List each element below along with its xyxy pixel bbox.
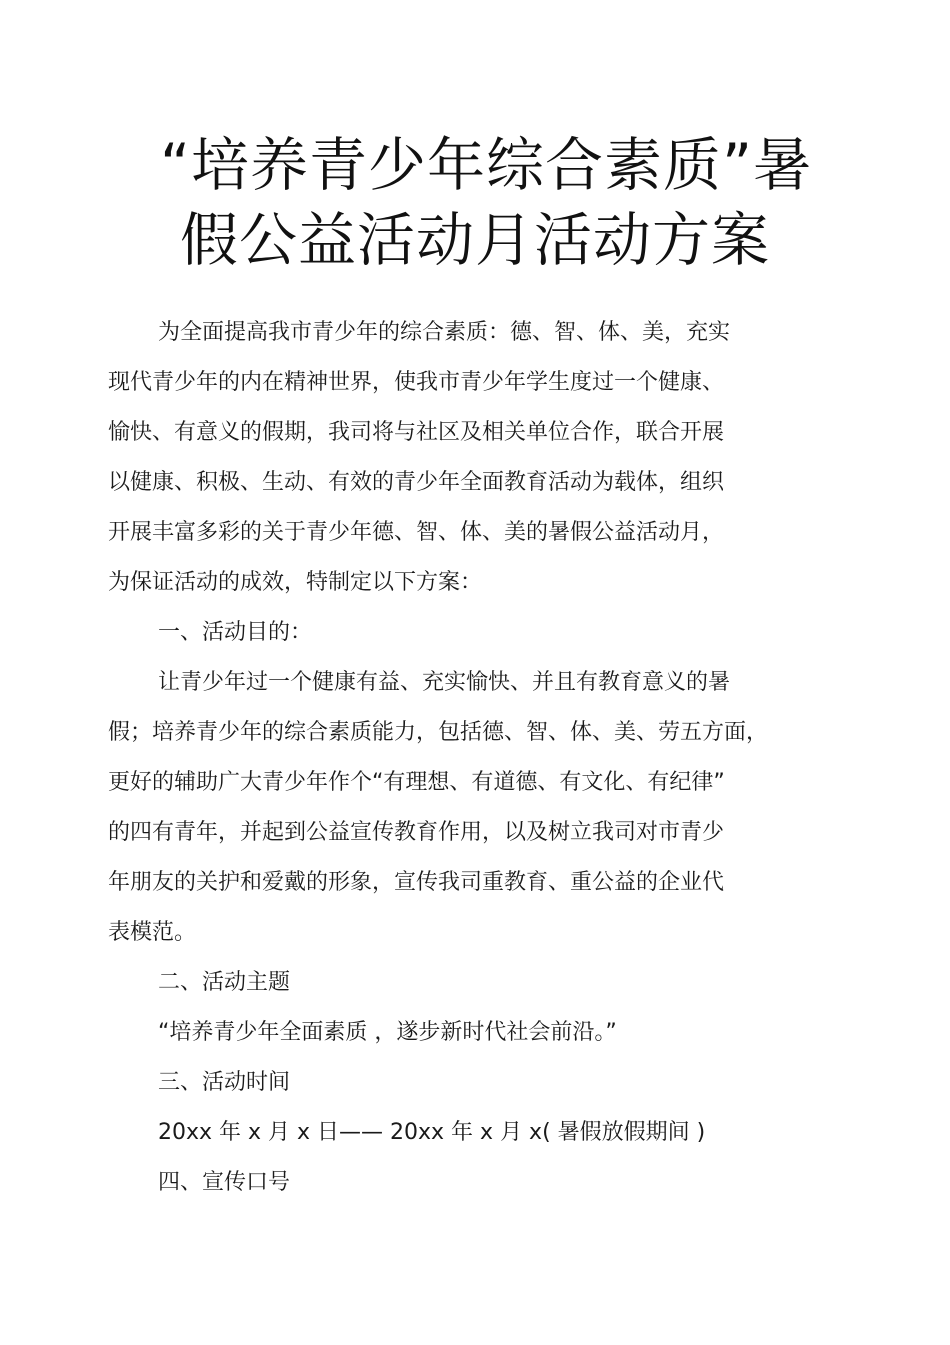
document-title-line-1: “培养青少年综合素质”暑 — [159, 131, 813, 199]
section-heading-purpose: 一、活动目的： — [158, 620, 313, 645]
purpose-paragraph-line: 年朋友的关护和爱戴的形象，宣传我司重教育、重公益的企业代 — [108, 870, 725, 895]
section-heading-slogan: 四、宣传口号 — [158, 1170, 291, 1195]
intro-paragraph-line: 为保证活动的成效，特制定以下方案： — [108, 570, 483, 595]
purpose-paragraph-line: 表模范。 — [108, 920, 197, 945]
document-title-line-2: 假公益活动月活动方案 — [179, 206, 770, 274]
theme-text: “培养青少年全面素质 ，遂步新时代社会前沿。” — [158, 1020, 617, 1045]
intro-paragraph-line: 为全面提高我市青少年的综合素质：德、智、体、美，充实 — [158, 320, 731, 345]
time-text: 20xx 年 x 月 x 日—— 20xx 年 x 月 x( 暑假放假期间 ) — [158, 1120, 706, 1145]
purpose-paragraph-line: 更好的辅助广大青少年作个“有理想、有道德、有文化、有纪律” — [108, 770, 725, 795]
intro-paragraph-line: 现代青少年的内在精神世界，使我市青少年学生度过一个健康、 — [108, 370, 725, 395]
intro-paragraph-line: 开展丰富多彩的关于青少年德、智、体、美的暑假公益活动月， — [108, 520, 725, 545]
purpose-paragraph-line: 的四有青年，并起到公益宣传教育作用，以及树立我司对市青少 — [108, 820, 725, 845]
section-heading-time: 三、活动时间 — [158, 1070, 291, 1095]
section-heading-theme: 二、活动主题 — [158, 970, 291, 995]
purpose-paragraph-line: 假；培养青少年的综合素质能力，包括德、智、体、美、劳五方面， — [108, 720, 769, 745]
purpose-paragraph-line: 让青少年过一个健康有益、充实愉快、并且有教育意义的暑 — [158, 670, 731, 695]
intro-paragraph-line: 愉快、有意义的假期，我司将与社区及相关单位合作，联合开展 — [108, 420, 725, 445]
intro-paragraph-line: 以健康、积极、生动、有效的青少年全面教育活动为载体，组织 — [108, 470, 725, 495]
